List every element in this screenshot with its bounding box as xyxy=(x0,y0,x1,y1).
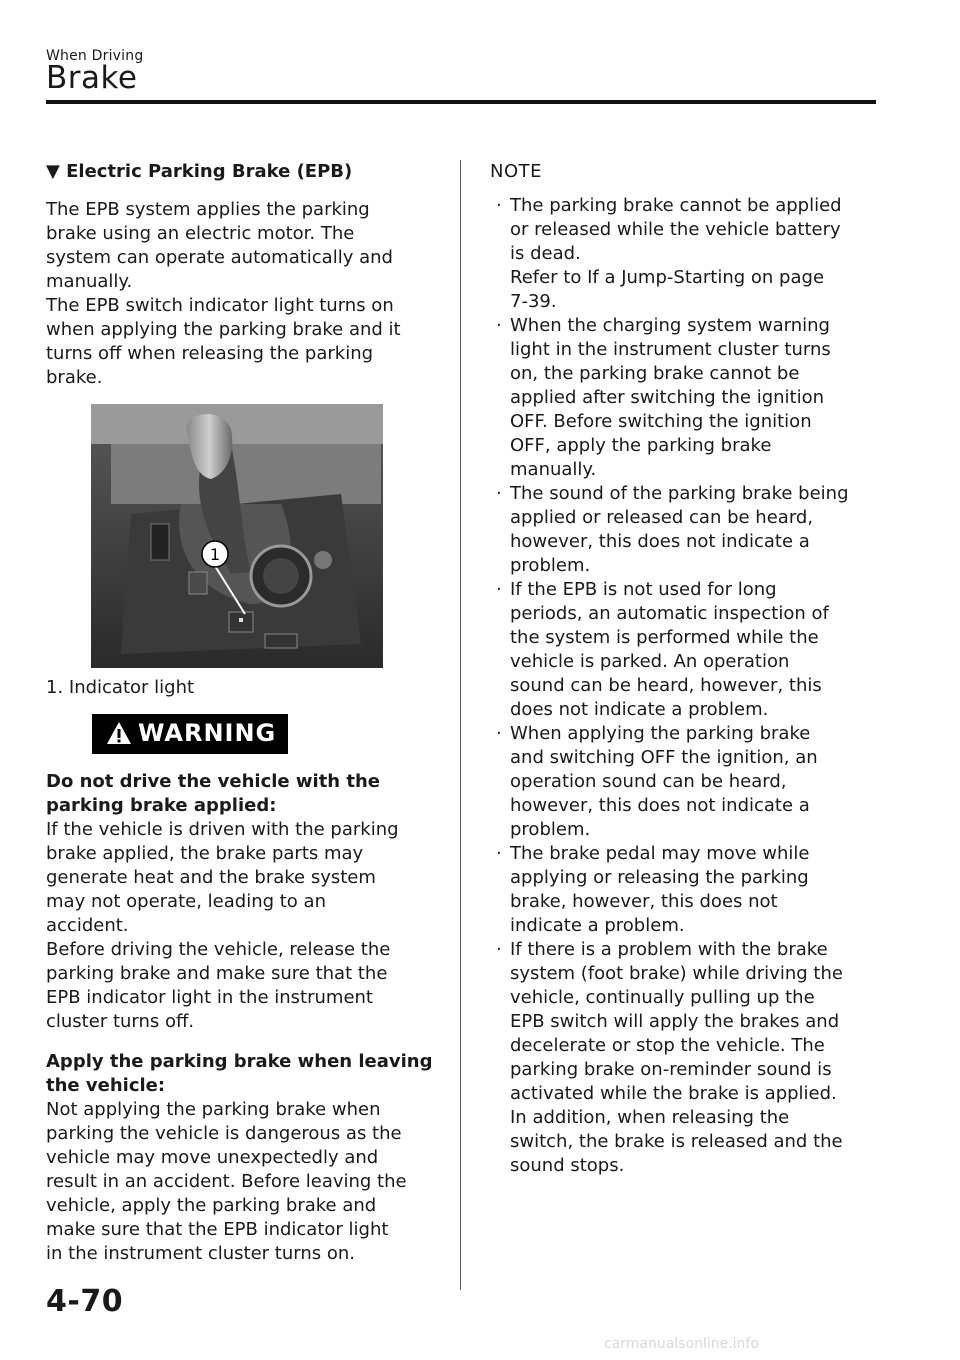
warning-content xyxy=(46,770,436,1266)
note-item xyxy=(490,938,890,1178)
warning-body-line: make sure that the EPB indicator light xyxy=(46,1219,389,1240)
note-line: applied after switching the ignition xyxy=(510,387,825,408)
warning-item xyxy=(46,1050,436,1266)
note-line: If there is a problem with the brake xyxy=(510,939,828,960)
warning-body-line: result in an accident. Before leaving the xyxy=(46,1171,407,1192)
note-line: problem. xyxy=(510,555,591,576)
note-title: NOTE xyxy=(490,161,543,182)
epb-figure xyxy=(91,404,383,668)
note-line: vehicle is parked. An operation xyxy=(510,651,790,672)
bullet-icon: · xyxy=(496,579,502,600)
intro-line: when applying the parking brake and it xyxy=(46,319,401,340)
warning-body-line: accident. xyxy=(46,915,129,936)
note-line: does not indicate a problem. xyxy=(510,699,769,720)
note-line: periods, an automatic inspection of xyxy=(510,603,829,624)
note-item xyxy=(490,482,890,578)
section-heading: ▼ Electric Parking Brake (EPB) xyxy=(46,161,353,182)
note-line: decelerate or stop the vehicle. The xyxy=(510,1035,825,1056)
note-line: operation sound can be heard, xyxy=(510,771,787,792)
note-line: however, this does not indicate a xyxy=(510,531,810,552)
intro-line: The EPB switch indicator light turns on xyxy=(46,295,394,316)
warning-item xyxy=(46,770,436,1034)
warning-body-line: parking the vehicle is dangerous as the xyxy=(46,1123,402,1144)
warning-item-title: the vehicle: xyxy=(46,1075,166,1096)
header-rule xyxy=(46,100,876,104)
intro-line: brake using an electric motor. The xyxy=(46,223,355,244)
note-line: light in the instrument cluster turns xyxy=(510,339,831,360)
note-line: sound can be heard, however, this xyxy=(510,675,822,696)
warning-item-title: parking brake applied: xyxy=(46,795,277,816)
bullet-icon: · xyxy=(496,483,502,504)
warning-body-line: vehicle, apply the parking brake and xyxy=(46,1195,377,1216)
note-line: however, this does not indicate a xyxy=(510,795,810,816)
intro-line: The EPB system applies the parking xyxy=(46,199,370,220)
note-line: If the EPB is not used for long xyxy=(510,579,777,600)
left-column xyxy=(46,160,436,1282)
page-title: Brake xyxy=(46,60,138,96)
warning-body-line: Not applying the parking brake when xyxy=(46,1099,381,1120)
note-line: activated while the brake is applied. xyxy=(510,1083,837,1104)
note-line: parking brake on-reminder sound is xyxy=(510,1059,832,1080)
note-line: indicate a problem. xyxy=(510,915,685,936)
note-line: When the charging system warning xyxy=(510,315,830,336)
right-column xyxy=(490,160,890,1178)
note-line: The sound of the parking brake being xyxy=(510,483,849,504)
note-line: manually. xyxy=(510,459,597,480)
note-list xyxy=(490,194,890,1178)
note-line: or released while the vehicle battery xyxy=(510,219,841,240)
bullet-icon: · xyxy=(496,939,502,960)
note-line: The parking brake cannot be applied xyxy=(510,195,842,216)
note-line: applied or released can be heard, xyxy=(510,507,814,528)
warning-body-line: vehicle may move unexpectedly and xyxy=(46,1147,379,1168)
note-line: switch, the brake is released and the xyxy=(510,1131,843,1152)
watermark: carmanualsonline.info xyxy=(604,1336,759,1352)
epb-console-photo xyxy=(91,404,383,668)
note-item xyxy=(490,842,890,938)
warning-body-line: in the instrument cluster turns on. xyxy=(46,1243,355,1264)
note-line: the system is performed while the xyxy=(510,627,819,648)
note-line: is dead. xyxy=(510,243,581,264)
note-item xyxy=(490,722,890,842)
intro-line: manually. xyxy=(46,271,133,292)
note-line: on, the parking brake cannot be xyxy=(510,363,800,384)
intro-line: system can operate automatically and xyxy=(46,247,393,268)
warning-body-line: Before driving the vehicle, release the xyxy=(46,939,391,960)
note-line: vehicle, continually pulling up the xyxy=(510,987,815,1008)
page-number: 4-70 xyxy=(46,1284,124,1319)
note-line: 7-39. xyxy=(510,291,557,312)
intro-paragraph xyxy=(46,198,436,390)
bullet-icon: · xyxy=(496,723,502,744)
note-line: brake, however, this does not xyxy=(510,891,778,912)
warning-item-title: Apply the parking brake when leaving xyxy=(46,1051,433,1072)
warning-item-title: Do not drive the vehicle with the xyxy=(46,771,381,792)
note-line: When applying the parking brake xyxy=(510,723,811,744)
column-divider xyxy=(460,160,461,1290)
warning-item-body xyxy=(46,818,436,1034)
note-line: In addition, when releasing the xyxy=(510,1107,790,1128)
warning-triangle-icon xyxy=(106,720,132,746)
note-line: applying or releasing the parking xyxy=(510,867,809,888)
note-item xyxy=(490,314,890,482)
note-line: EPB switch will apply the brakes and xyxy=(510,1011,840,1032)
note-item xyxy=(490,578,890,722)
note-line: and switching OFF the ignition, an xyxy=(510,747,818,768)
note-item xyxy=(490,194,890,314)
warning-body-line: brake applied, the brake parts may xyxy=(46,843,364,864)
warning-body-line: generate heat and the brake system xyxy=(46,867,376,888)
note-line: problem. xyxy=(510,819,591,840)
intro-line: turns off when releasing the parking xyxy=(46,343,374,364)
note-line: OFF, apply the parking brake xyxy=(510,435,772,456)
figure-callout-number: 1 xyxy=(209,545,221,564)
header-section-label: When Driving xyxy=(46,48,144,64)
warning-body-line: If the vehicle is driven with the parking xyxy=(46,819,399,840)
warning-body-line: parking brake and make sure that the xyxy=(46,963,388,984)
warning-badge xyxy=(92,714,288,754)
note-line: system (foot brake) while driving the xyxy=(510,963,843,984)
bullet-icon: · xyxy=(496,315,502,336)
figure-caption: 1. Indicator light xyxy=(46,677,195,698)
warning-body-line: EPB indicator light in the instrument xyxy=(46,987,373,1008)
warning-body-line: may not operate, leading to an xyxy=(46,891,326,912)
note-line: The brake pedal may move while xyxy=(510,843,810,864)
intro-line: brake. xyxy=(46,367,103,388)
note-line: OFF. Before switching the ignition xyxy=(510,411,812,432)
bullet-icon: · xyxy=(496,195,502,216)
note-line: sound stops. xyxy=(510,1155,625,1176)
warning-body-line: cluster turns off. xyxy=(46,1011,195,1032)
bullet-icon: · xyxy=(496,843,502,864)
note-line: Refer to If a Jump-Starting on page xyxy=(510,267,825,288)
warning-label: WARNING xyxy=(138,719,277,747)
warning-item-body xyxy=(46,1098,436,1266)
